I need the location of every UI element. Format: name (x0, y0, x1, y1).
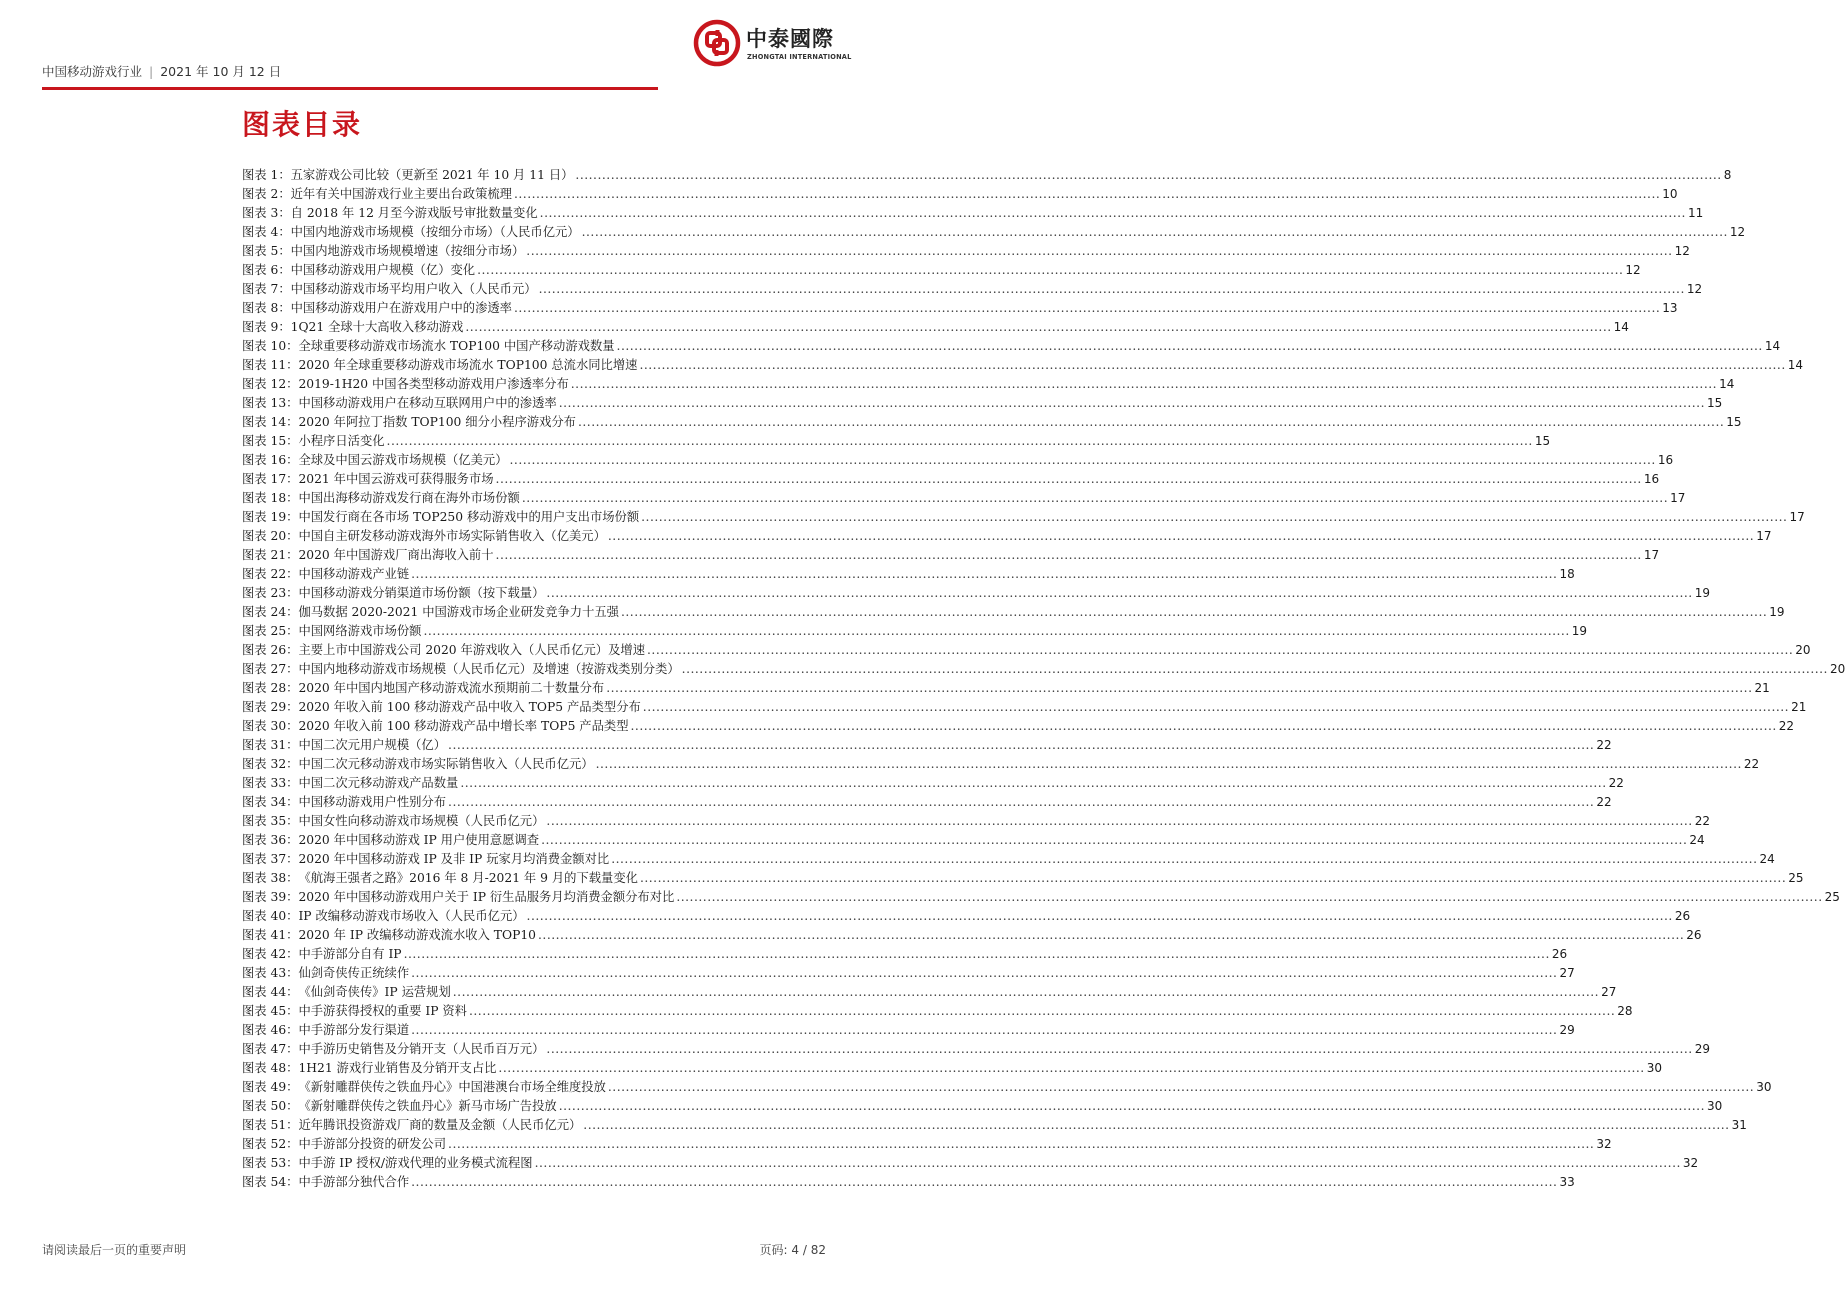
toc-entry-title: 2020 年中国移动游戏用户关于 IP 衍生品服务月均消费金额分布对比 (298, 890, 675, 904)
zhongtai-logo-icon (694, 20, 740, 66)
toc-entry[interactable] (242, 222, 1746, 241)
toc-entry[interactable] (242, 640, 1811, 659)
toc-entry-label: 图表 8： (242, 301, 291, 315)
toc-entry[interactable] (242, 412, 1742, 431)
toc-entry-page: 8 (1723, 168, 1732, 182)
toc-entry[interactable] (242, 1172, 1575, 1191)
toc-entry-page: 17 (1670, 491, 1686, 505)
toc-entry-label: 图表 23： (242, 586, 299, 600)
toc-entry-page: 17 (1789, 510, 1805, 524)
toc-dot-leader (676, 890, 1822, 904)
toc-entry-title: 中国内地移动游戏市场规模（人民币亿元）及增速（按游戏类别分类） (298, 662, 680, 676)
toc-entry-label: 图表 10： (242, 339, 299, 353)
toc-entry-label: 图表 7： (242, 282, 291, 296)
toc-entry[interactable] (242, 165, 1732, 184)
toc-entry-page: 12 (1674, 244, 1690, 258)
toc-dot-leader (514, 301, 1660, 315)
toc-entry-label: 图表 22： (242, 567, 299, 581)
toc-dot-leader (682, 662, 1828, 676)
toc-entry[interactable] (242, 1020, 1575, 1039)
toc-entry-page: 25 (1788, 871, 1804, 885)
toc-entry-page: 27 (1559, 966, 1575, 980)
toc-entry-label: 图表 50： (242, 1099, 299, 1113)
toc-entry-page: 14 (1787, 358, 1804, 372)
toc-entry-title: 中国移动游戏用户规模（亿）变化 (290, 263, 476, 277)
toc-dot-leader (448, 1137, 1594, 1151)
toc-entry-page: 12 (1686, 282, 1703, 296)
toc-entry-title: 2020 年 IP 改编移动游戏流水收入 TOP10 (298, 928, 536, 942)
toc-dot-leader (608, 1080, 1754, 1094)
toc-entry-title: 中国移动游戏用户性别分布 (298, 795, 447, 809)
toc-dot-leader (559, 1099, 1705, 1113)
toc-entry-page: 16 (1657, 453, 1674, 467)
toc-entry-label: 图表 28： (242, 681, 299, 695)
header-text (42, 62, 281, 80)
toc-entry[interactable] (242, 1134, 1612, 1153)
toc-entry-label: 图表 2： (242, 187, 291, 201)
toc-entry[interactable] (242, 925, 1702, 944)
toc-dot-leader (608, 529, 1754, 543)
toc-entry-title: 2020 年中国移动游戏 IP 用户使用意愿调查 (298, 833, 540, 847)
toc-entry-title: 中手游部分独代合作 (298, 1175, 410, 1189)
toc-entry[interactable] (242, 963, 1575, 982)
toc-entry-title: 中手游 IP 授权/游戏代理的业务模式流程图 (298, 1156, 533, 1170)
toc-entry[interactable] (242, 602, 1785, 621)
toc-dot-leader (522, 491, 1668, 505)
toc-entry-page: 29 (1694, 1042, 1710, 1056)
toc-entry-page: 15 (1707, 396, 1723, 410)
toc-entry-title: 2020 年阿拉丁指数 TOP100 细分小程序游戏分布 (298, 415, 576, 429)
toc-entry-page: 32 (1682, 1156, 1699, 1170)
logo-name-cn: 中泰國際 (746, 27, 834, 51)
toc-entry-title: 中手游部分发行渠道 (298, 1023, 410, 1037)
toc-entry-label: 图表 35： (242, 814, 299, 828)
toc-entry-label: 图表 17： (242, 472, 299, 486)
header-date: 2021 年 10 月 12 日 (160, 64, 282, 79)
toc-entry-title: 《仙剑奇侠传》IP 运营规划 (298, 985, 451, 999)
toc-entry-label: 图表 32： (242, 757, 299, 771)
toc-entry-label: 图表 24： (242, 605, 299, 619)
toc-entry-title: 中国内地游戏市场规模（按细分市场）（人民币亿元） (290, 225, 580, 239)
toc-dot-leader (453, 985, 1599, 999)
toc-entry-title: 《新射雕群侠传之铁血丹心》新马市场广告投放 (298, 1099, 557, 1113)
toc-entry-title: 中国移动游戏用户在移动互联网用户中的渗透率 (298, 396, 557, 410)
toc-entry-page: 26 (1674, 909, 1691, 923)
toc-entry-title: 中手游获得授权的重要 IP 资料 (298, 1004, 467, 1018)
toc-entry[interactable] (242, 830, 1705, 849)
toc-entry-page: 11 (1687, 206, 1704, 220)
toc-entry-title: 自 2018 年 12 月至今游戏版号审批数量变化 (290, 206, 538, 220)
toc-entry-label: 图表 9： (242, 320, 291, 334)
toc-entry-page: 26 (1686, 928, 1702, 942)
toc-dot-leader (477, 263, 1623, 277)
toc-entry-title: 中国出海移动游戏发行商在海外市场份额 (298, 491, 520, 505)
toc-entry[interactable] (242, 754, 1760, 773)
toc-dot-leader (611, 852, 1757, 866)
footer-page-number (760, 1241, 827, 1258)
toc-entry[interactable] (242, 621, 1588, 640)
toc-entry[interactable] (242, 1115, 1747, 1134)
toc-dot-leader (546, 814, 1692, 828)
toc-dot-leader (647, 643, 1793, 657)
header-separator: | (149, 64, 154, 79)
toc-entry-label: 图表 5： (242, 244, 291, 258)
toc-entry[interactable] (242, 659, 1845, 678)
toc-entry-page: 14 (1719, 377, 1735, 391)
toc-entry-label: 图表 30： (242, 719, 299, 733)
toc-dot-leader (423, 624, 1569, 638)
toc-entry-page: 24 (1759, 852, 1775, 866)
toc-entry-label: 图表 39： (242, 890, 299, 904)
toc-entry-label: 图表 48： (242, 1061, 299, 1075)
toc-dot-leader (541, 833, 1687, 847)
toc-entry-label: 图表 41： (242, 928, 299, 942)
toc-entry-label: 图表 37： (242, 852, 299, 866)
toc-entry-page: 12 (1625, 263, 1641, 277)
toc-entry[interactable] (242, 697, 1807, 716)
toc-entry-page: 15 (1534, 434, 1551, 448)
toc-entry-label: 图表 49： (242, 1080, 299, 1094)
toc-dot-leader (546, 586, 1692, 600)
toc-entry-title: 中国自主研发移动游戏海外市场实际销售收入（亿美元） (298, 529, 606, 543)
toc-entry-title: 1H21 游戏行业销售及分销开支占比 (298, 1061, 497, 1075)
toc-dot-leader (411, 966, 1557, 980)
toc-entry-label: 图表 46： (242, 1023, 299, 1037)
toc-entry-title: 1Q21 全球十大高收入移动游戏 (290, 320, 464, 334)
toc-entry-page: 18 (1559, 567, 1575, 581)
toc-entry-label: 图表 18： (242, 491, 299, 505)
toc-entry-label: 图表 13： (242, 396, 299, 410)
toc-entry-page: 22 (1608, 776, 1624, 790)
toc-entry[interactable] (242, 374, 1735, 393)
toc-dot-leader (539, 282, 1685, 296)
toc-entry-page: 22 (1778, 719, 1795, 733)
toc-dot-leader (448, 795, 1594, 809)
toc-entry-title: 中手游历史销售及分销开支（人民币百万元） (298, 1042, 545, 1056)
toc-entry[interactable] (242, 1153, 1699, 1172)
toc-entry-title: 《航海王强者之路》2016 年 8 月-2021 年 9 月的下载量变化 (298, 871, 638, 885)
toc-entry[interactable] (242, 393, 1723, 412)
toc-entry[interactable] (242, 849, 1775, 868)
toc-entry-page: 19 (1571, 624, 1588, 638)
toc-entry-page: 22 (1596, 738, 1612, 752)
toc-entry-title: 2019-1H20 中国各类型移动游戏用户渗透率分布 (298, 377, 569, 391)
toc-entry-label: 图表 12： (242, 377, 299, 391)
toc-entry-label: 图表 21： (242, 548, 299, 562)
toc-entry-title: 仙剑奇侠传正统续作 (298, 966, 410, 980)
toc-entry-label: 图表 19： (242, 510, 299, 524)
toc-entry-label: 图表 42： (242, 947, 299, 961)
toc-entry[interactable] (242, 279, 1703, 298)
toc-entry-page: 20 (1795, 643, 1811, 657)
toc-entry-label: 图表 45： (242, 1004, 299, 1018)
toc-entry-title: 中国网络游戏市场份额 (298, 624, 422, 638)
footer-disclaimer: 请阅读最后一页的重要声明 (42, 1243, 187, 1257)
toc-entry-title: 近年有关中国游戏行业主要出台政策梳理 (290, 187, 512, 201)
toc-dot-leader (387, 434, 1533, 448)
toc-entry-title: 中国二次元移动游戏市场实际销售收入（人民币亿元） (298, 757, 594, 771)
toc-dot-leader (526, 244, 1672, 258)
toc-entry[interactable] (242, 716, 1795, 735)
toc-entry-page: 13 (1662, 301, 1678, 315)
toc-entry-title: 五家游戏公司比较（更新至 2021 年 10 月 11 日） (290, 168, 574, 182)
toc-entry-label: 图表 31： (242, 738, 299, 752)
toc-entry[interactable] (242, 469, 1660, 488)
toc-entry-label: 图表 44： (242, 985, 299, 999)
toc-entry-title: 2020 年中国移动游戏 IP 及非 IP 玩家月均消费金额对比 (298, 852, 610, 866)
toc-entry[interactable] (242, 773, 1624, 792)
toc-dot-leader (538, 928, 1684, 942)
toc-entry-title: 中国二次元移动游戏产品数量 (298, 776, 459, 790)
toc-entry-title: 中国移动游戏分销渠道市场份额（按下载量） (298, 586, 545, 600)
toc-entry-page: 27 (1601, 985, 1617, 999)
toc-entry-title: 主要上市中国游戏公司 2020 年游戏收入（人民币亿元）及增速 (298, 643, 645, 657)
toc-entry[interactable] (242, 1001, 1633, 1020)
toc-entry[interactable] (242, 792, 1612, 811)
toc-entry[interactable] (242, 1058, 1662, 1077)
toc-entry-page: 12 (1729, 225, 1746, 239)
table-of-figures (242, 165, 1845, 1191)
toc-entry-page: 24 (1689, 833, 1705, 847)
toc-entry-page: 14 (1764, 339, 1781, 353)
toc-entry-title: 2020 年全球重要移动游戏市场流水 TOP100 总流水同比增速 (298, 358, 638, 372)
toc-entry-page: 21 (1754, 681, 1770, 695)
toc-entry-label: 图表 54： (242, 1175, 299, 1189)
toc-entry[interactable] (242, 317, 1629, 336)
toc-entry[interactable] (242, 298, 1678, 317)
toc-entry-label: 图表 36： (242, 833, 299, 847)
toc-entry-page: 31 (1731, 1118, 1747, 1132)
toc-dot-leader (527, 909, 1673, 923)
toc-dot-leader (571, 377, 1717, 391)
toc-dot-leader (469, 1004, 1615, 1018)
toc-entry-title: 中国移动游戏产业链 (298, 567, 410, 581)
toc-dot-leader (411, 1023, 1557, 1037)
toc-dot-leader (641, 510, 1787, 524)
toc-entry-title: 2020 年收入前 100 移动游戏产品中收入 TOP5 产品类型分布 (298, 700, 641, 714)
toc-entry-label: 图表 27： (242, 662, 299, 676)
toc-dot-leader (596, 757, 1742, 771)
toc-dot-leader (411, 567, 1557, 581)
toc-entry-page: 30 (1646, 1061, 1662, 1075)
toc-entry[interactable] (242, 260, 1641, 279)
toc-dot-leader (404, 947, 1550, 961)
toc-dot-leader (643, 700, 1789, 714)
toc-entry-title: 《新射雕群侠传之铁血丹心》中国港澳台市场全维度投放 (298, 1080, 606, 1094)
toc-dot-leader (583, 1118, 1729, 1132)
toc-dot-leader (535, 1156, 1681, 1170)
toc-entry-label: 图表 40： (242, 909, 299, 923)
toc-entry[interactable] (242, 545, 1660, 564)
logo-name-en: ZHONGTAI INTERNATIONAL (747, 53, 852, 61)
toc-entry-page: 14 (1613, 320, 1629, 334)
toc-dot-leader (582, 225, 1728, 239)
company-logo (694, 20, 854, 66)
toc-entry-page: 29 (1559, 1023, 1575, 1037)
toc-entry-label: 图表 25： (242, 624, 299, 638)
toc-dot-leader (631, 719, 1777, 733)
toc-entry-label: 图表 16： (242, 453, 299, 467)
toc-entry-label: 图表 33： (242, 776, 299, 790)
toc-entry-label: 图表 53： (242, 1156, 299, 1170)
toc-entry[interactable] (242, 868, 1804, 887)
toc-dot-leader (448, 738, 1594, 752)
toc-entry-title: 2020 年中国游戏厂商出海收入前十 (298, 548, 494, 562)
toc-entry[interactable] (242, 203, 1704, 222)
toc-entry-label: 图表 29： (242, 700, 299, 714)
toc-entry-title: 中手游部分自有 IP (298, 947, 402, 961)
page-title: 图表目录 (242, 108, 363, 141)
toc-entry-page: 26 (1551, 947, 1568, 961)
toc-entry[interactable] (242, 241, 1690, 260)
toc-dot-leader (510, 453, 1656, 467)
toc-entry-title: 伽马数据 2020-2021 中国游戏市场企业研发竞争力十五强 (298, 605, 619, 619)
toc-dot-leader (465, 320, 1611, 334)
toc-entry-title: 2020 年中国内地国产移动游戏流水预期前二十数量分布 (298, 681, 605, 695)
toc-entry-label: 图表 1： (242, 168, 291, 182)
footer-page-total: 82 (810, 1243, 826, 1257)
toc-dot-leader (575, 168, 1721, 182)
toc-entry-page: 22 (1743, 757, 1760, 771)
toc-entry[interactable] (242, 678, 1770, 697)
toc-entry-title: 中国移动游戏市场平均用户收入（人民币元） (290, 282, 537, 296)
toc-entry-page: 30 (1707, 1099, 1723, 1113)
toc-entry-title: 中国女性向移动游戏市场规模（人民币亿元） (298, 814, 545, 828)
toc-entry-label: 图表 26： (242, 643, 299, 657)
toc-entry-page: 10 (1662, 187, 1678, 201)
toc-dot-leader (617, 339, 1763, 353)
toc-entry-label: 图表 6： (242, 263, 291, 277)
footer-page-sep: / (802, 1243, 807, 1257)
toc-entry[interactable] (242, 944, 1568, 963)
toc-entry-page: 22 (1694, 814, 1710, 828)
toc-entry[interactable] (242, 488, 1686, 507)
toc-entry[interactable] (242, 355, 1804, 374)
toc-entry-page: 25 (1824, 890, 1840, 904)
toc-dot-leader (578, 415, 1724, 429)
toc-entry-label: 图表 38： (242, 871, 299, 885)
toc-entry[interactable] (242, 1039, 1710, 1058)
toc-entry-title: 全球重要移动游戏市场流水 TOP100 中国产移动游戏数量 (298, 339, 615, 353)
footer-page-label: 页码: (759, 1243, 788, 1257)
toc-entry-title: 全球及中国云游戏市场规模（亿美元） (298, 453, 508, 467)
toc-entry-title: 中国移动游戏用户在游戏用户中的渗透率 (290, 301, 512, 315)
toc-entry-page: 21 (1791, 700, 1807, 714)
toc-entry-page: 19 (1694, 586, 1710, 600)
toc-entry-label: 图表 14： (242, 415, 299, 429)
toc-entry[interactable] (242, 906, 1691, 925)
toc-dot-leader (496, 472, 1642, 486)
toc-entry[interactable] (242, 336, 1781, 355)
toc-entry[interactable] (242, 1077, 1772, 1096)
toc-dot-leader (639, 358, 1785, 372)
toc-entry[interactable] (242, 526, 1772, 545)
toc-dot-leader (514, 187, 1660, 201)
toc-entry-page: 15 (1726, 415, 1742, 429)
toc-entry-title: 中国内地游戏市场规模增速（按细分市场） (290, 244, 525, 258)
header-divider (42, 87, 658, 90)
toc-entry-title: 中国发行商在各市场 TOP250 移动游戏中的用户支出市场份额 (298, 510, 640, 524)
toc-entry[interactable] (242, 735, 1612, 754)
toc-entry[interactable] (242, 982, 1617, 1001)
toc-dot-leader (621, 605, 1767, 619)
toc-entry-page: 17 (1643, 548, 1660, 562)
toc-entry-label: 图表 4： (242, 225, 291, 239)
toc-entry-label: 图表 47： (242, 1042, 299, 1056)
toc-dot-leader (546, 1042, 1692, 1056)
toc-entry-title: 中国二次元用户规模（亿） (298, 738, 447, 752)
toc-dot-leader (496, 548, 1642, 562)
toc-entry-page: 22 (1596, 795, 1612, 809)
toc-entry-label: 图表 11： (242, 358, 299, 372)
toc-entry[interactable] (242, 887, 1840, 906)
toc-entry-label: 图表 15： (242, 434, 299, 448)
toc-entry[interactable] (242, 431, 1551, 450)
toc-entry-page: 30 (1756, 1080, 1772, 1094)
toc-entry-page: 28 (1617, 1004, 1633, 1018)
toc-entry[interactable] (242, 811, 1710, 830)
toc-dot-leader (540, 206, 1686, 220)
toc-entry-page: 17 (1756, 529, 1772, 543)
toc-entry-label: 图表 3： (242, 206, 291, 220)
toc-entry-label: 图表 52： (242, 1137, 299, 1151)
toc-entry-title: 小程序日活变化 (298, 434, 385, 448)
toc-dot-leader (606, 681, 1752, 695)
toc-entry-label: 图表 20： (242, 529, 299, 543)
toc-entry[interactable] (242, 564, 1575, 583)
toc-dot-leader (460, 776, 1606, 790)
toc-entry-label: 图表 51： (242, 1118, 299, 1132)
toc-entry-title: 2021 年中国云游戏可获得服务市场 (298, 472, 494, 486)
toc-entry-title: IP 改编移动游戏市场收入（人民币亿元） (298, 909, 525, 923)
toc-entry-page: 32 (1596, 1137, 1612, 1151)
toc-dot-leader (559, 396, 1705, 410)
toc-entry[interactable] (242, 507, 1805, 526)
toc-dot-leader (411, 1175, 1557, 1189)
toc-entry-page: 16 (1643, 472, 1660, 486)
toc-entry[interactable] (242, 450, 1674, 469)
toc-entry-title: 2020 年收入前 100 移动游戏产品中增长率 TOP5 产品类型 (298, 719, 629, 733)
toc-entry[interactable] (242, 583, 1710, 602)
toc-entry-page: 33 (1559, 1175, 1575, 1189)
toc-entry[interactable] (242, 1096, 1723, 1115)
toc-entry[interactable] (242, 184, 1678, 203)
footer-page-current: 4 (791, 1243, 800, 1257)
header-industry: 中国移动游戏行业 (42, 64, 143, 79)
toc-entry-title: 近年腾讯投资游戏厂商的数量及金额（人民币亿元） (298, 1118, 582, 1132)
toc-dot-leader (640, 871, 1786, 885)
toc-entry-page: 19 (1769, 605, 1785, 619)
toc-entry-label: 图表 43： (242, 966, 299, 980)
toc-dot-leader (498, 1061, 1644, 1075)
toc-entry-page: 20 (1829, 662, 1845, 676)
toc-entry-label: 图表 34： (242, 795, 299, 809)
toc-entry-title: 中手游部分投资的研发公司 (298, 1137, 447, 1151)
